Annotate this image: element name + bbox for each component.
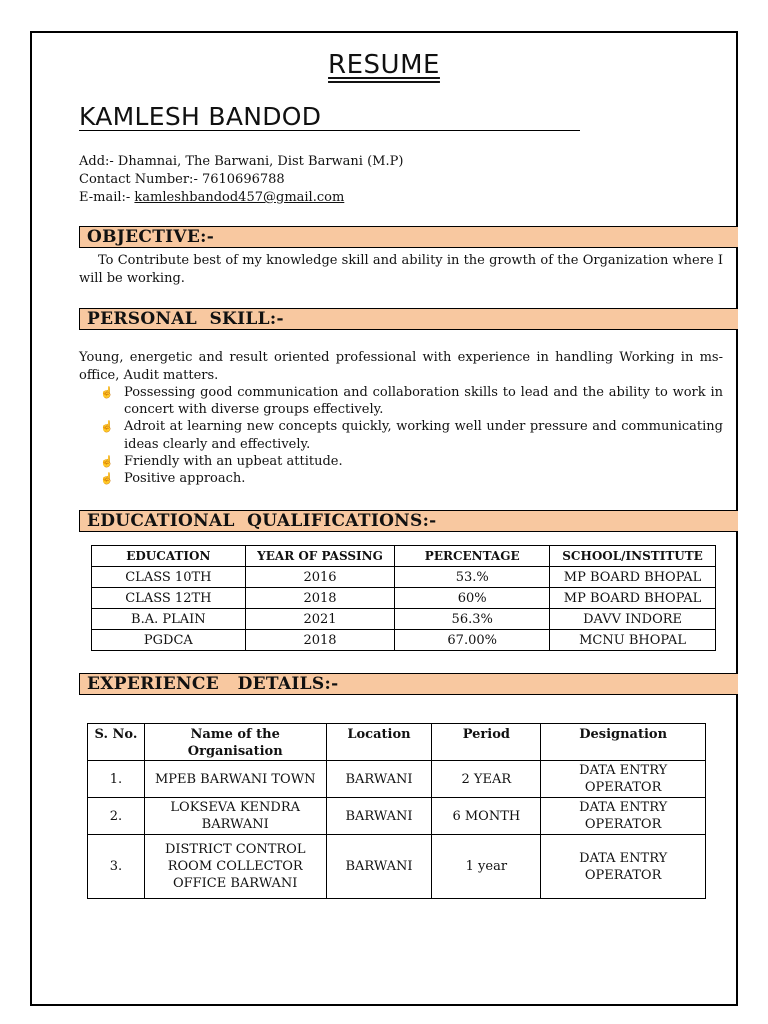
column-header: Period (432, 724, 541, 761)
list-item (79, 384, 723, 418)
thumbs-up-icon: ☝ (100, 472, 114, 486)
column-header: S. No. (88, 724, 145, 761)
table-cell: MP BOARD BHOPAL (550, 567, 716, 588)
table-cell: 1. (88, 761, 145, 798)
column-header: EDUCATION (92, 546, 246, 567)
table-cell: 3. (88, 835, 145, 899)
column-header: YEAR OF PASSING (245, 546, 395, 567)
thumbs-up-icon: ☝ (100, 386, 114, 399)
table-cell: BARWANI (326, 835, 432, 899)
table-cell: PGDCA (92, 630, 246, 651)
table-cell: CLASS 12TH (92, 588, 246, 609)
phone-line: Contact Number:- 7610696788 (79, 172, 285, 187)
column-header: Name of the Organisation (144, 724, 326, 761)
column-header: Designation (541, 724, 706, 761)
table-cell: 6 MONTH (432, 798, 541, 835)
table-cell: 67.00% (395, 630, 550, 651)
list-item (79, 470, 723, 487)
table-cell: DAVV INDORE (550, 609, 716, 630)
table-cell: 2018 (245, 588, 395, 609)
table-cell: 2018 (245, 630, 395, 651)
column-header: SCHOOL/INSTITUTE (550, 546, 716, 567)
table-row (92, 609, 716, 630)
personal-skill-heading: PERSONAL SKILL:- (79, 308, 738, 330)
table-cell: 53.% (395, 567, 550, 588)
table-header-row (92, 546, 716, 567)
table-cell: MCNU BHOPAL (550, 630, 716, 651)
experience-heading: EXPERIENCE DETAILS:- (79, 673, 738, 695)
table-cell: DATA ENTRY OPERATOR (541, 761, 706, 798)
table-cell: 60% (395, 588, 550, 609)
resume-title: RESUME (328, 50, 440, 80)
list-item (79, 453, 723, 470)
bullet-text: Adroit at learning new concepts quickly, working well under pressure and communicating ideas clearly and effectively. (124, 419, 723, 452)
thumbs-up-icon: ☝ (100, 420, 114, 434)
table-cell: BARWANI (326, 798, 432, 835)
table-header-row (88, 724, 706, 761)
bullet-text: Possessing good communication and collaboration skills to lead and the ability to work in concert with diverse groups effectively. (124, 385, 723, 418)
contact-block (79, 153, 403, 207)
list-item (79, 418, 723, 452)
email-label: E-mail:- (79, 190, 135, 205)
table-cell: 2021 (245, 609, 395, 630)
table-row (92, 630, 716, 651)
thumbs-up-icon: ☝ (100, 454, 114, 468)
objective-text: To Contribute best of my knowledge skill and ability in the growth of the Organization where I will be working. (79, 253, 723, 286)
table-cell: DATA ENTRY OPERATOR (541, 835, 706, 899)
table-cell: 1 year (432, 835, 541, 899)
table-row (88, 798, 706, 835)
table-cell: LOKSEVA KENDRA BARWANI (144, 798, 326, 835)
address-line: Add:- Dhamnai, The Barwani, Dist Barwani (M.P) (79, 154, 404, 169)
column-header: Location (326, 724, 432, 761)
table-cell: 2. (88, 798, 145, 835)
table-cell: B.A. PLAIN (92, 609, 246, 630)
bullet-text: Positive approach. (124, 471, 246, 487)
table-row (92, 588, 716, 609)
table-row (92, 567, 716, 588)
bullet-text: Friendly with an upbeat attitude. (124, 453, 343, 469)
candidate-name: KAMLESH BANDOD (79, 103, 580, 131)
experience-table (87, 723, 706, 899)
table-row (88, 835, 706, 899)
education-table (91, 545, 716, 651)
table-row (88, 761, 706, 798)
table-cell: 2 YEAR (432, 761, 541, 798)
table-cell: MPEB BARWANI TOWN (144, 761, 326, 798)
table-cell: 2016 (245, 567, 395, 588)
email-link[interactable]: kamleshbandod457@gmail.com (134, 190, 345, 205)
table-cell: BARWANI (326, 761, 432, 798)
table-cell: MP BOARD BHOPAL (550, 588, 716, 609)
table-cell: CLASS 10TH (92, 567, 246, 588)
skill-bullet-list (79, 384, 723, 487)
table-cell: DISTRICT CONTROL ROOM COLLECTOR OFFICE BARWANI (144, 835, 326, 899)
table-cell: 56.3% (395, 609, 550, 630)
objective-heading: OBJECTIVE:- (79, 226, 738, 248)
email-line (79, 189, 403, 207)
education-heading: EDUCATIONAL QUALIFICATIONS:- (79, 510, 738, 532)
personal-skill-intro: Young, energetic and result oriented professional with experience in handling Working in ms-office, Audit matters. (79, 350, 723, 383)
column-header: PERCENTAGE (395, 546, 550, 567)
table-cell: DATA ENTRY OPERATOR (541, 798, 706, 835)
